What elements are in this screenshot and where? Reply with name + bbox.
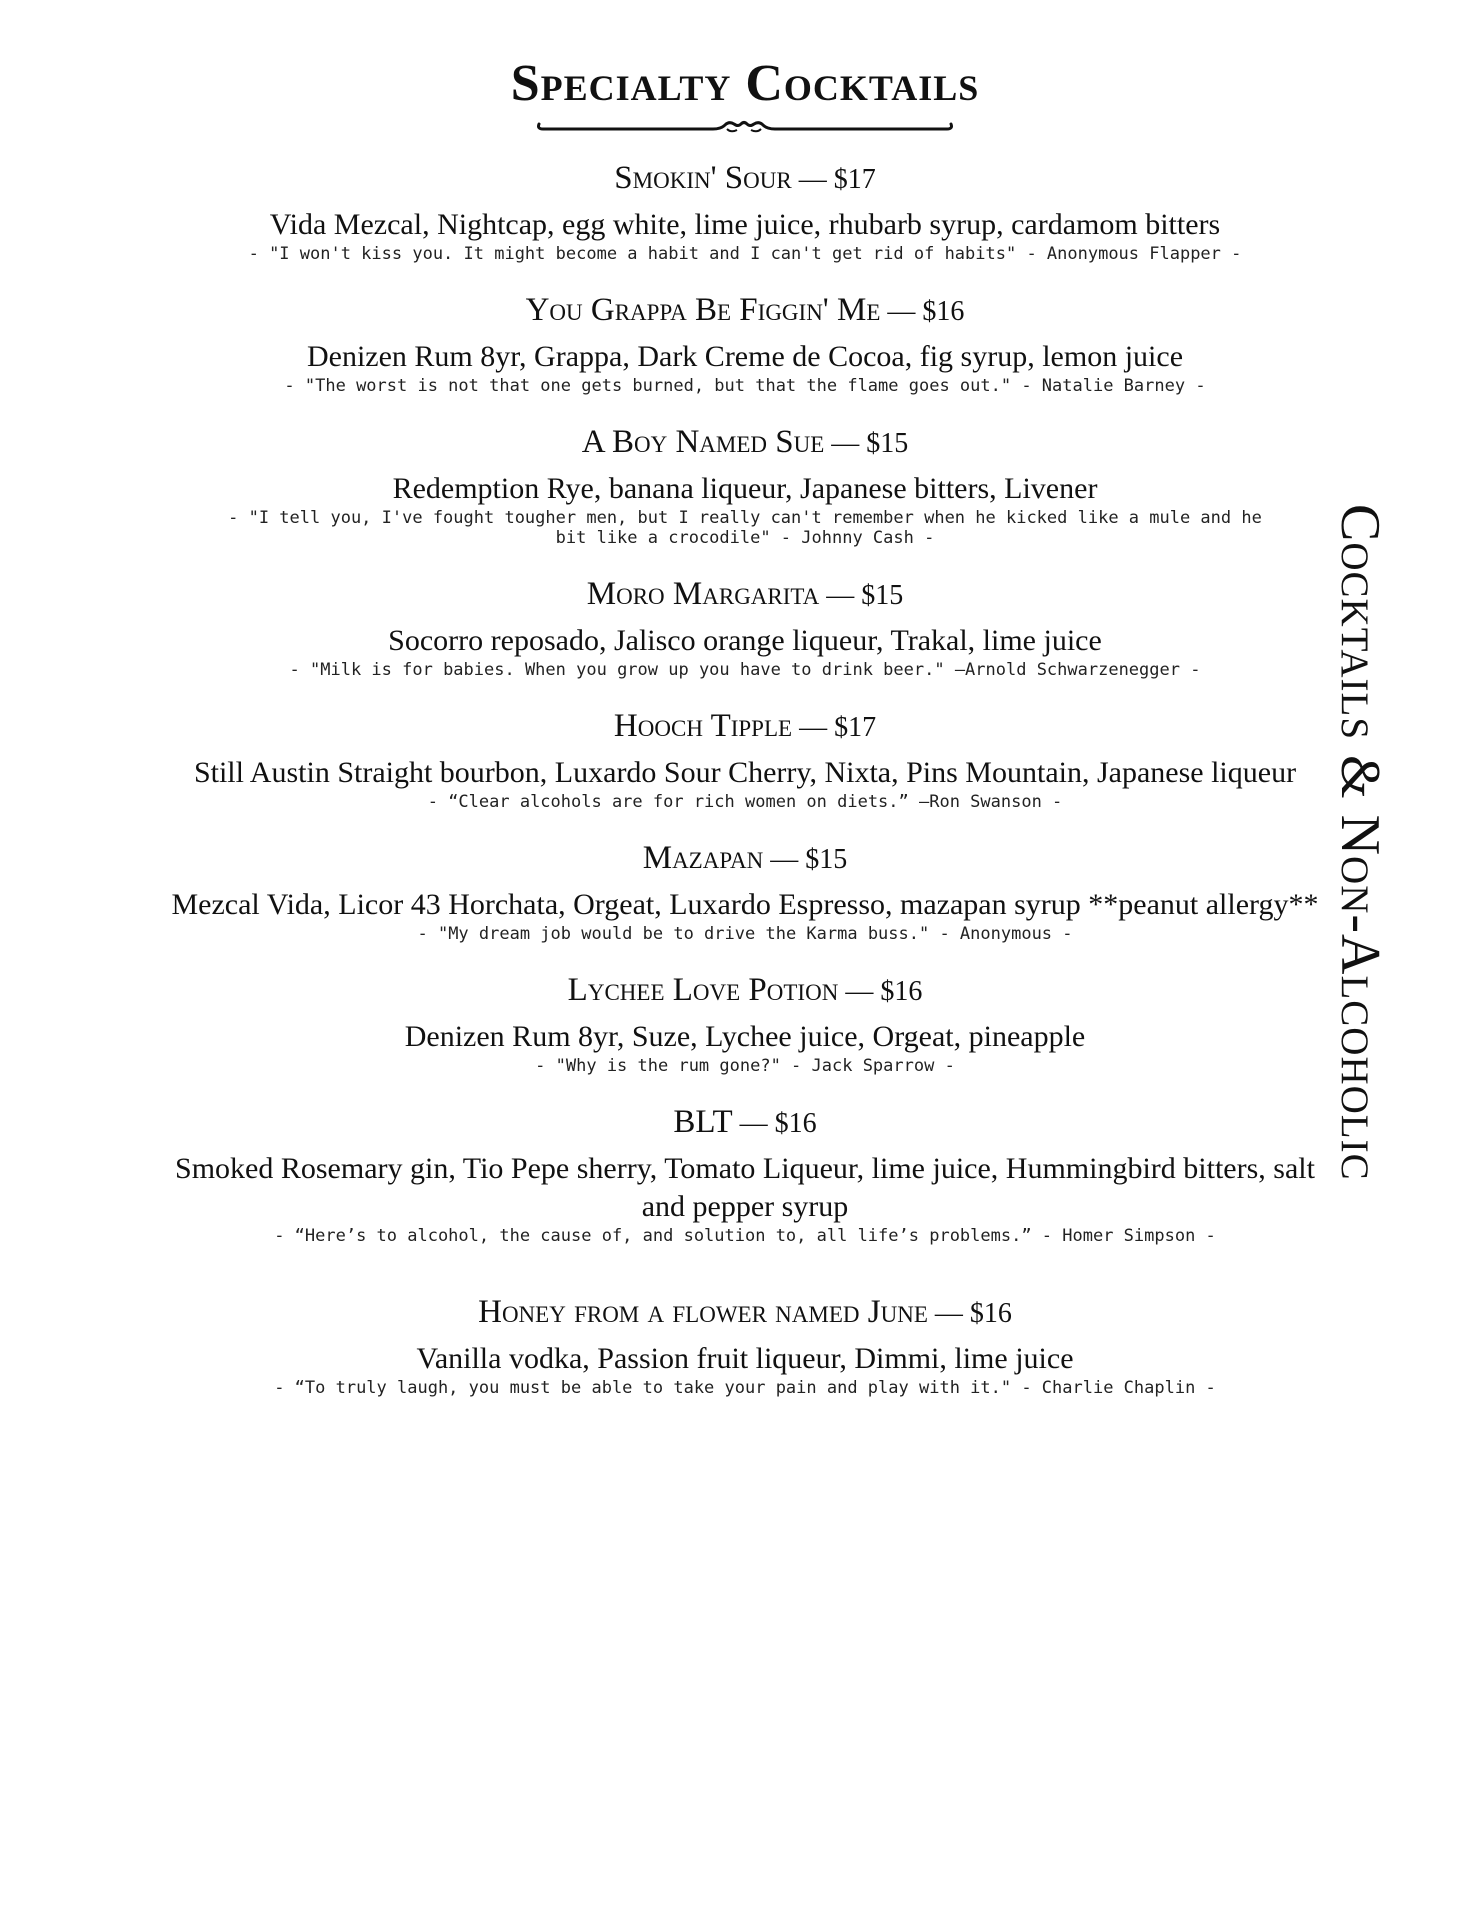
item-price: $15 — [805, 844, 848, 875]
item-heading — [130, 574, 1360, 616]
item-name: You Grappa Be Figgin' Me — [525, 292, 881, 328]
item-price: $17 — [834, 712, 877, 743]
item-ingredients: Vida Mezcal, Nightcap, egg white, lime juice, rhubarb syrup, cardamom bitters — [269, 208, 1221, 241]
menu-item — [130, 970, 1360, 1076]
em-dash-separator: — — [763, 844, 806, 875]
cocktail-menu — [130, 56, 1360, 1398]
item-price: $15 — [866, 428, 909, 459]
em-dash-separator: — — [792, 712, 835, 743]
menu-item — [130, 158, 1360, 264]
menu-item — [130, 422, 1360, 548]
item-heading — [130, 970, 1360, 1012]
item-quote: - "Why is the rum gone?" - Jack Sparrow - — [535, 1056, 955, 1076]
em-dash-separator: — — [819, 580, 862, 611]
item-ingredients: Denizen Rum 8yr, Suze, Lychee juice, Orgeat, pineapple — [404, 1020, 1086, 1053]
item-ingredients: Vanilla vodka, Passion fruit liqueur, Dimmi, lime juice — [416, 1342, 1074, 1375]
item-quote: - "Milk is for babies. When you grow up you have to drink beer." —Arnold Schwarzenegger - — [289, 660, 1201, 680]
item-heading — [130, 706, 1360, 748]
item-name: Hooch Tipple — [613, 708, 793, 744]
item-price: $16 — [922, 296, 965, 327]
item-ingredients: Redemption Rye, banana liqueur, Japanese bitters, Livener — [392, 472, 1098, 505]
item-heading — [130, 1102, 1360, 1144]
item-ingredients: Smoked Rosemary gin, Tio Pepe sherry, Tomato Liqueur, lime juice, Hummingbird bitters, salt and pepper syrup — [175, 1152, 1315, 1223]
item-name: A Boy Named Sue — [581, 424, 825, 460]
item-quote: - "The worst is not that one gets burned, but that the flame goes out." - Natalie Barney - — [284, 376, 1206, 396]
item-name: Smokin' Sour — [614, 160, 792, 196]
item-ingredients: Mezcal Vida, Licor 43 Horchata, Orgeat, Luxardo Espresso, mazapan syrup **peanut allergy** — [171, 888, 1319, 921]
section-side-label: Cocktails & Non-Alcoholic — [1329, 504, 1391, 1181]
menu-item — [130, 1102, 1360, 1246]
menu-item — [130, 706, 1360, 812]
item-price: $16 — [880, 976, 923, 1007]
menu-title: Specialty Cocktails — [510, 55, 980, 112]
item-name: Moro Margarita — [586, 576, 820, 612]
item-name: Lychee Love Potion — [567, 972, 839, 1008]
item-quote: - “Here’s to alcohol, the cause of, and solution to, all life’s problems.” - Homer Simpson - — [274, 1226, 1216, 1246]
flourish-divider-icon — [535, 114, 955, 136]
em-dash-separator: — — [732, 1108, 775, 1139]
item-price: $17 — [833, 164, 876, 195]
item-quote: - “To truly laugh, you must be able to take your pain and play with it." - Charlie Chaplin - — [274, 1378, 1216, 1398]
item-heading — [130, 158, 1360, 200]
item-quote: - “Clear alcohols are for rich women on diets.” —Ron Swanson - — [427, 792, 1063, 812]
item-ingredients: Socorro reposado, Jalisco orange liqueur, Trakal, lime juice — [388, 624, 1102, 657]
menu-item — [130, 574, 1360, 680]
item-price: $16 — [774, 1108, 817, 1139]
item-heading — [130, 422, 1360, 464]
em-dash-separator: — — [824, 428, 867, 459]
item-quote: - "I won't kiss you. It might become a habit and I can't get rid of habits" - Anonymous Flapper - — [248, 244, 1242, 264]
menu-item — [130, 290, 1360, 396]
item-price: $15 — [861, 580, 904, 611]
item-name: BLT — [673, 1104, 733, 1140]
menu-item — [130, 838, 1360, 944]
item-heading — [130, 290, 1360, 332]
item-ingredients: Denizen Rum 8yr, Grappa, Dark Creme de Cocoa, fig syrup, lemon juice — [306, 340, 1184, 373]
item-heading — [130, 838, 1360, 880]
item-ingredients: Still Austin Straight bourbon, Luxardo Sour Cherry, Nixta, Pins Mountain, Japanese liqueur — [193, 756, 1297, 789]
item-name: Honey from a flower named June — [478, 1294, 928, 1330]
em-dash-separator: — — [927, 1298, 970, 1329]
menu-item — [130, 1292, 1360, 1398]
item-heading — [130, 1292, 1360, 1334]
cocktail-list — [130, 158, 1360, 1398]
item-quote: - "My dream job would be to drive the Karma buss." - Anonymous - — [417, 924, 1073, 944]
em-dash-separator: — — [791, 164, 834, 195]
em-dash-separator: — — [838, 976, 881, 1007]
item-quote: - "I tell you, I've fought tougher men, but I really can't remember when he kicked like a mule and he bit like a crocodile" - Johnny Cash - — [228, 508, 1262, 548]
item-name: Mazapan — [642, 840, 764, 876]
item-price: $16 — [969, 1298, 1012, 1329]
em-dash-separator: — — [880, 296, 923, 327]
